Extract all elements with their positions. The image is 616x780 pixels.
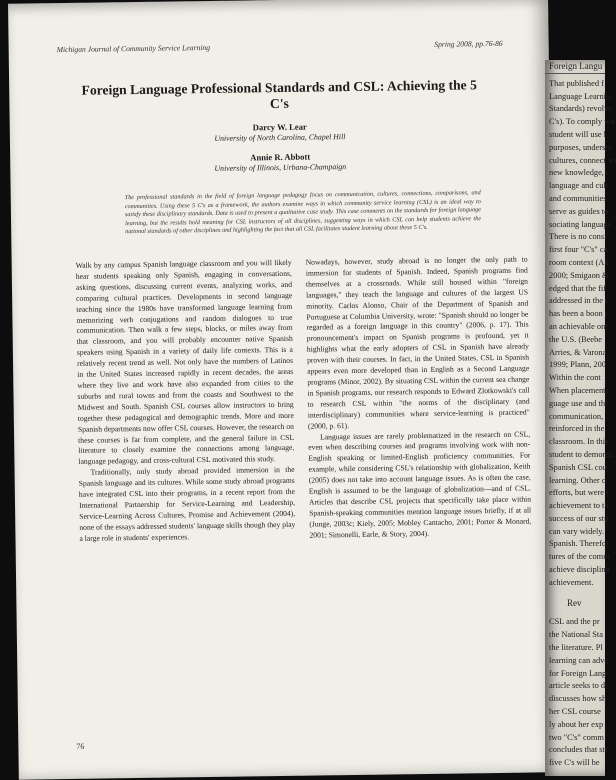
facing-line: 1999; Plann, 200 (549, 360, 606, 370)
facing-line: two "C's" comm (549, 732, 604, 742)
body-column-right (306, 255, 532, 542)
facing-line: ly about her exp (549, 719, 604, 729)
facing-line: new knowledge, c (549, 168, 610, 178)
author-name: Darcy W. Lear (252, 121, 307, 133)
facing-line: the literature. Pl (549, 643, 603, 653)
abstract: The professional standards in the field of foreign language pedagogy focus on communication, cultures, connections, comparisons, and communities. Using these 5 C's as a framework, the authors examine ways in which community service learning (CSL) is an ideal way to satisfy these disciplinary standards. Data is used to present a qualitative case study. This case comments on the standards for foreign language learning, but the results hold meaning for CSL instructors of all disciplines, suggesting ways in which CSL can help students achieve the national standards of other disciplines and highlighting the fact that all CSL facilitates student learning about these 5 C's. (124, 189, 482, 236)
facing-line: room context (All (549, 257, 610, 267)
facing-line: 2000; Smigaon & (549, 270, 609, 280)
facing-line: for Foreign Lang (549, 668, 607, 678)
facing-line: achieve disciplina (549, 565, 610, 575)
issue-info: Spring 2008, pp.76-86 (434, 38, 503, 49)
body-paragraph: Walk by any campus Spanish language classroom and you will likely hear students speaking only Spanish, engaging in conversations, asking questions, discussing current events, analyzing works, and comparing cultural practices. Developments in second language teaching since the 1980s have transformed language learning from memorizing verb conjugations and random dialogues to true communication. Then walk a few steps, blocks, or miles away from that classroom, and you will probably encounter native Spanish speakers using Spanish in a variety of daily life contexts. This is a relatively recent trend as well. Not only have the numbers of Latinos in the United States increased rapidly in recent decades, the areas where they live and work have also expanded from cities to the suburbs and rural towns and from the coasts and Southwest to the Midwest and South. Spanish CSL courses allow instructors to bring together these pedagogical and demographic trends. More and more Spanish departments now offer CSL courses. However, the research on these courses is far from complete, and the general failure in CSL literature to closely examine the connections among language, language pedagogy, and cross-cultural CSL motivated this study. (75, 257, 295, 467)
facing-line: addressed in the c (549, 296, 609, 306)
facing-page-fragment (545, 60, 616, 776)
facing-line: achievement to th (549, 501, 609, 511)
facing-line: Arries, & Varona (549, 347, 607, 357)
journal-name: Michigan Journal of Community Service Learning (56, 42, 211, 55)
facing-line: the U.S. (Beebe (549, 334, 603, 344)
facing-line: discusses how sh (549, 694, 607, 704)
body-paragraph: Traditionally, only study abroad provided immersion in the Spanish language and its cultures. While some study abroad programs have integrated CSL into their programs, in a recent report from the International Partnership for Service-Learning and Leadership, Service-Learning Across Cultures, Promise and Achievement (2004), none of the essays addressed students' language skills though they play a large role in students' experiences. (78, 465, 296, 543)
facing-line: sociating language (549, 219, 612, 229)
body-paragraph: Nowadays, however, study abroad is no longer the only path to immersion for students of Spanish. Indeed, Spanish programs find themselves at a crossroads. While still housed within "foreign languages," they teach the language and cultures of the largest US minority. Carlos Alonso, Chair of the Department of Spanish and Portuguese at Columbia University, wrote: "Spanish should no longer be regarded as a foreign language in this country" (2006, p. 17). This pronouncement's impact on Spanish programs is profound, yet it highlights what the early adopters of CSL in Spanish have already proven with their courses. In fact, in the United States, CSL in Spanish appears even more developed than in English as a Second Language programs (Minor, 2002). By situating CSL within the current sea change in Spanish programs, our research responds to Edward Zlotkowski's call to research CSL within "the norms of the disciplinary (and interdisciplinary) communities where service-learning is practiced" (2000, p. 61). (305, 254, 530, 431)
facing-line: Within the cont (549, 373, 601, 383)
facing-line: purposes, understa (549, 142, 612, 152)
journal-page (8, 0, 559, 780)
facing-line: classroom. In this (549, 437, 609, 447)
facing-line: CSL and the pr (549, 617, 600, 627)
facing-lines-bottom (545, 616, 609, 770)
facing-line: Spanish. Therefor (549, 539, 609, 549)
facing-line: tures of the comm (549, 552, 610, 562)
facing-section-heading: Rev (567, 597, 582, 608)
author-affiliation: University of North Carolina, Chapel Hill (214, 132, 346, 143)
facing-line: achievement. (549, 577, 594, 587)
facing-line: There is no consi (549, 232, 607, 242)
facing-line: has been a boon t (549, 309, 608, 319)
facing-line: learning. Other c (549, 475, 606, 485)
facing-line: first four "C's" ca (549, 245, 608, 255)
facing-line: That published f (549, 78, 604, 88)
facing-line: communication, (549, 411, 604, 421)
facing-line: and communities. (549, 193, 609, 203)
author-name: Annie R. Abbott (250, 151, 311, 163)
facing-line: the National Sta (549, 630, 603, 640)
facing-line: learning can advo (549, 655, 609, 665)
facing-line: Language Learnin (549, 91, 611, 101)
facing-lines-top (545, 78, 616, 590)
facing-line: article seeks to d (549, 681, 606, 691)
facing-line: an achievable one (549, 321, 609, 331)
author-affiliation: University of Illinois, Urbana-Champaign (214, 162, 347, 173)
facing-line: Spanish CSL cou (549, 462, 607, 472)
body-column-left (76, 258, 296, 545)
facing-line: cultures, connect wi (549, 155, 616, 165)
body-paragraph: Language issues are rarely problematized in the research on CSL, even when describing courses and programs involving work with non-English speaking or limited-English proficiency communities. For example, while considering CSL's relationship with globalization, Keith (2005) does not take into account language issues. As is often the case, English is assumed to be the language of globalization—and of CSL. Articles that describe CSL projects that specifically take place within Spanish-speaking communities mention language issues briefly, if at all (Junge, 2003c; Kiely, 2005; Mobley Cantacho, 2001; Porter & Monard, 2001; Simonelli, Earle, & Story, 2004). (308, 429, 532, 540)
facing-page-header: Foreign Langu (545, 60, 605, 74)
facing-line: Standards) revolve (549, 104, 613, 114)
running-header (57, 39, 503, 54)
facing-line: reinforced in the (549, 424, 605, 434)
facing-line: student to demonst (549, 449, 613, 459)
facing-line: serve as guides to (549, 206, 609, 216)
facing-line: C's). To comply wit (549, 117, 615, 127)
facing-line: language and cult (549, 181, 609, 191)
facing-line: success of our stu (549, 513, 609, 523)
page-number: 76 (76, 741, 85, 751)
facing-line: her CSL course (549, 707, 601, 717)
title-block (79, 77, 480, 175)
facing-line: When placements (549, 385, 609, 395)
facing-line: concludes that str (549, 745, 608, 755)
facing-line: efforts, but were i (549, 488, 609, 498)
facing-line: can vary widely. (549, 526, 605, 536)
article-title: Foreign Language Professional Standards and CSL: Achieving the 5 C's (81, 77, 477, 112)
facing-line: guage use and the (549, 398, 609, 408)
facing-line: edged that the fif (549, 283, 606, 293)
facing-line: student will use l (549, 129, 606, 139)
facing-line: five C's will be (549, 758, 600, 768)
